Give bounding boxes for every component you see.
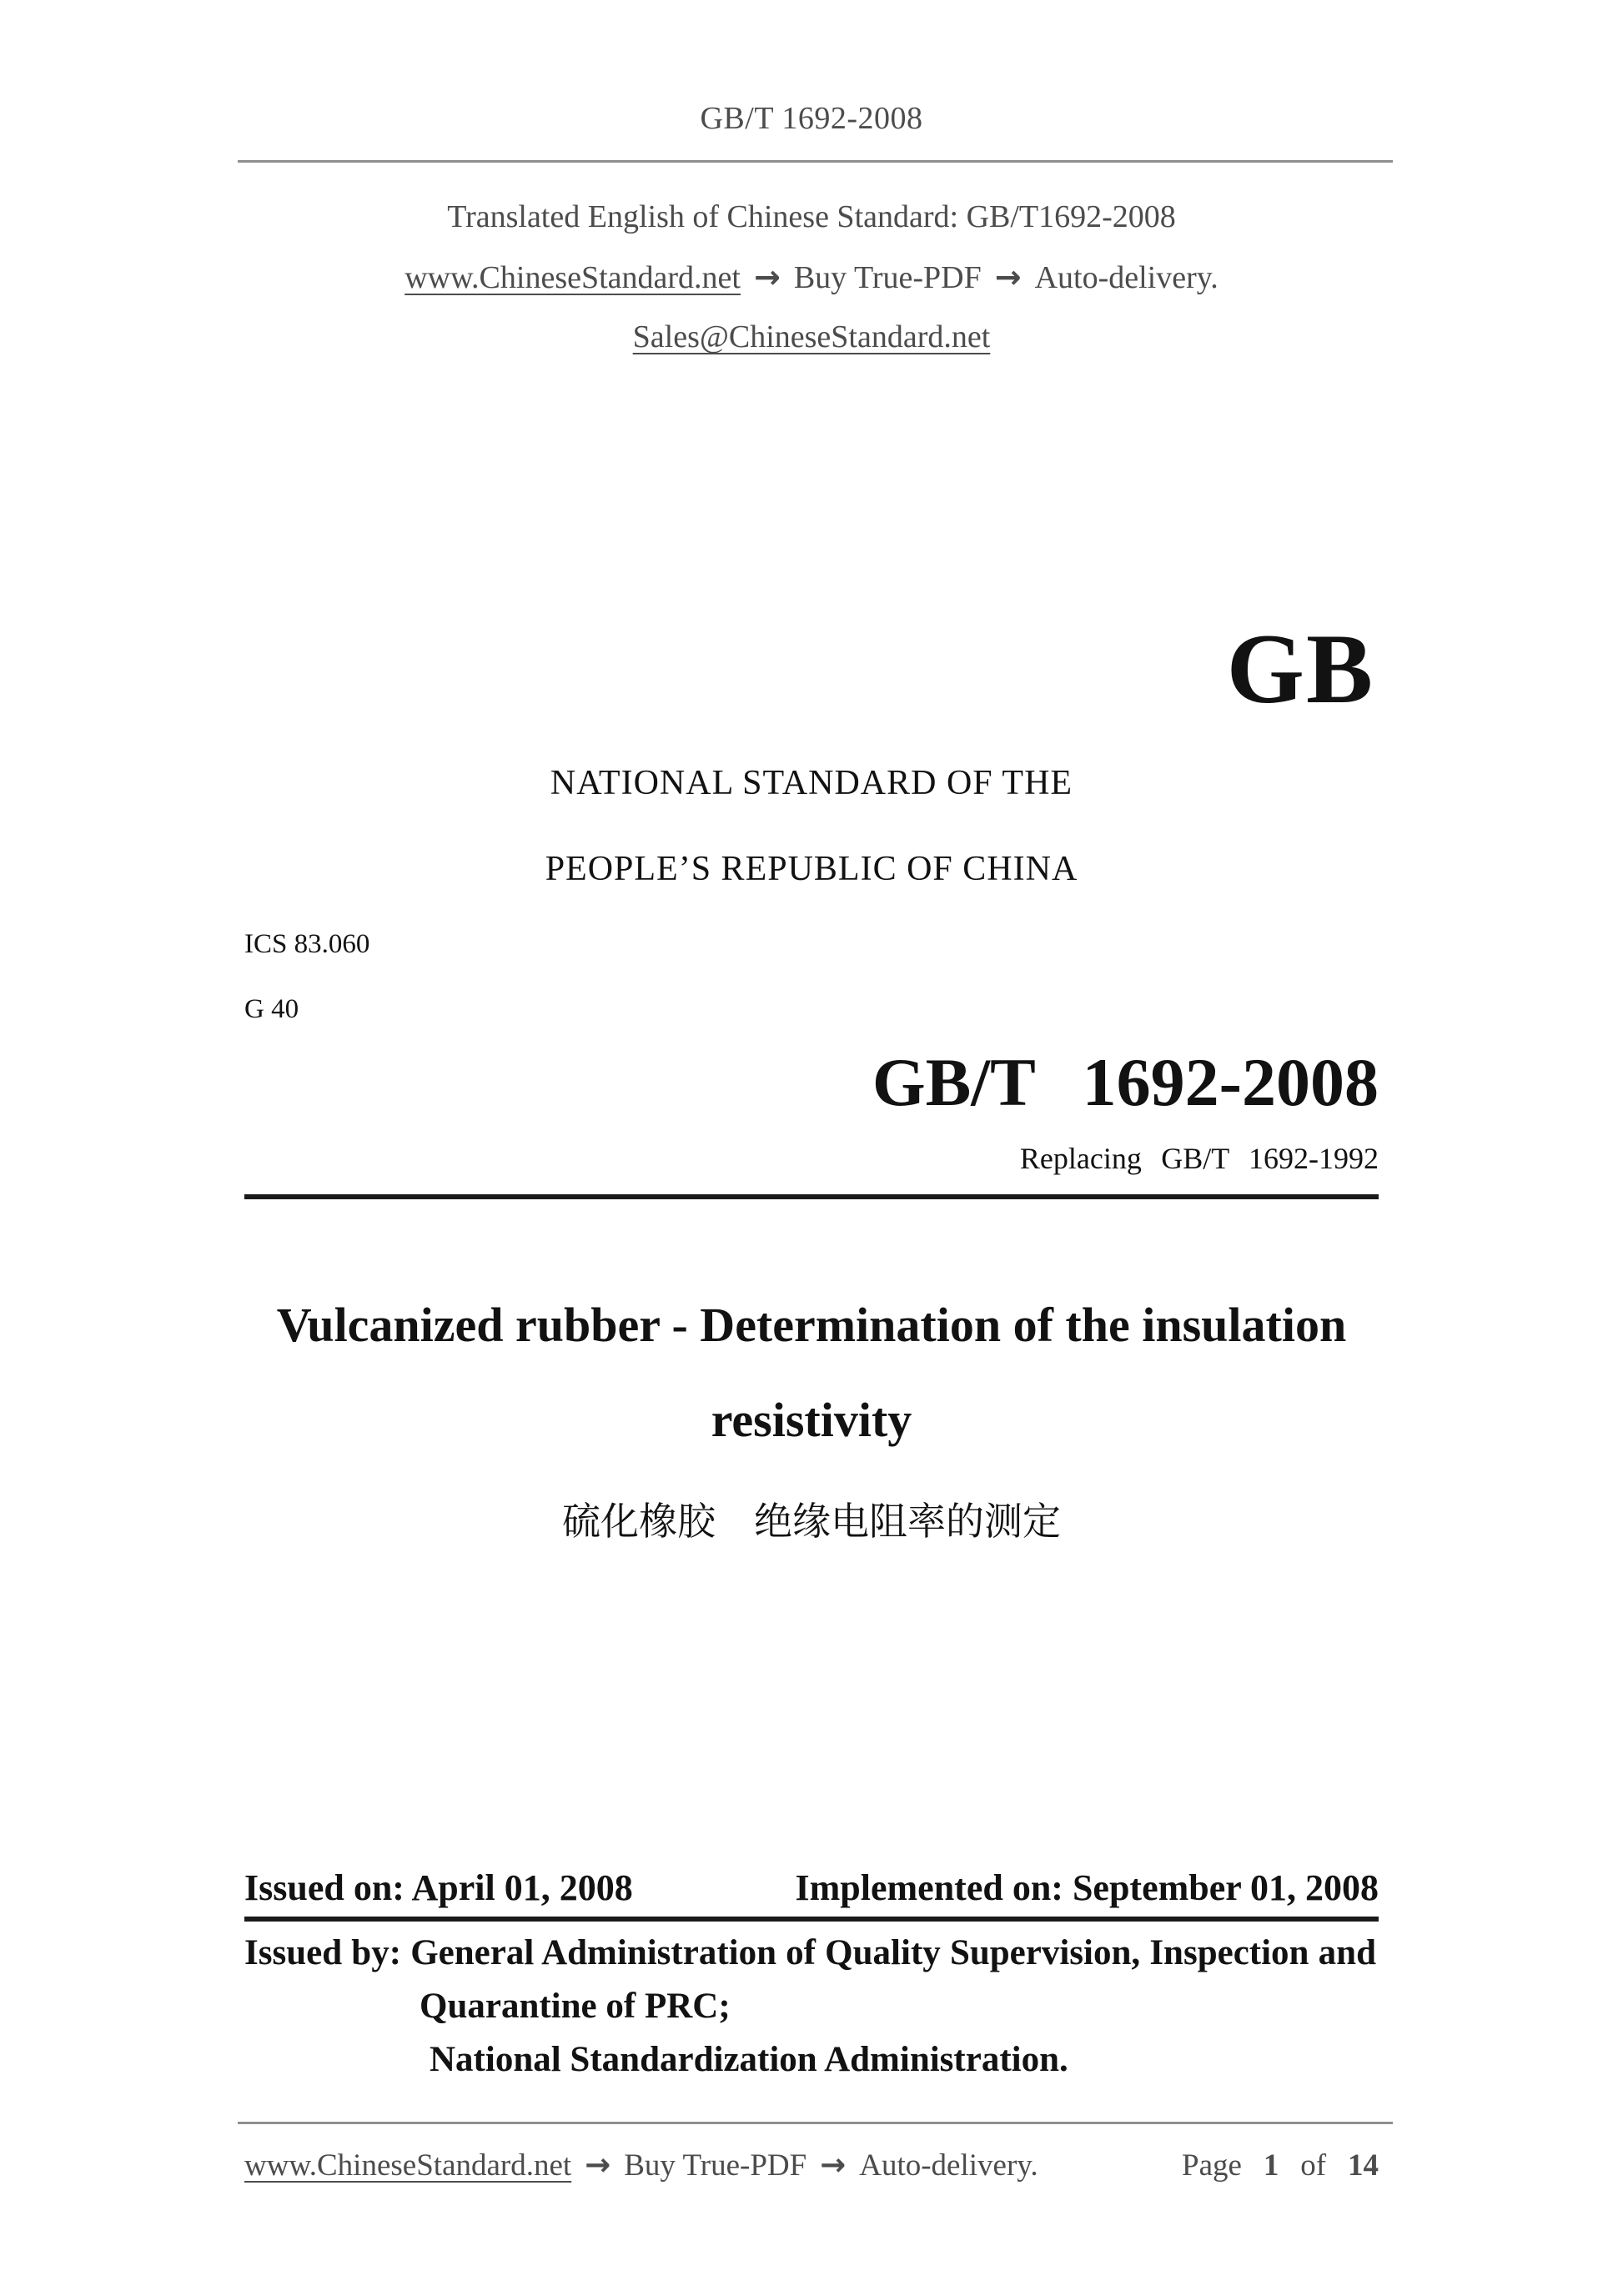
footer-website-link[interactable]: www.ChineseStandard.net (244, 2148, 572, 2183)
right-arrow-icon: → (994, 259, 1022, 295)
right-arrow-icon: → (820, 2147, 847, 2183)
sales-email-link[interactable]: Sales@ChineseStandard.net (632, 319, 991, 354)
ics-code: ICS 83.060 (244, 929, 370, 959)
provider-link-line (0, 259, 1623, 296)
title-english-line1: Vulcanized rubber - Determination of the insulation (276, 1298, 1347, 1352)
page-total: 14 (1348, 2148, 1379, 2183)
group-code: G 40 (244, 994, 299, 1024)
sales-email-line (0, 319, 1623, 355)
buy-true-pdf-text: Buy True-PDF (793, 260, 982, 295)
gb-logo: GB (1226, 613, 1374, 724)
header-doc-code: GB/T 1692-2008 (700, 101, 923, 136)
footer-divider (238, 2122, 1393, 2124)
title-english-line2: resistivity (711, 1393, 912, 1447)
replacing-note: Replacing GB/T 1692-1992 (1019, 1142, 1379, 1175)
implemented-date: Implemented on: September 01, 2008 (795, 1867, 1379, 1908)
national-standard-line2: PEOPLE’S REPUBLIC OF CHINA (545, 850, 1078, 888)
right-arrow-icon: → (753, 259, 781, 295)
title-divider (244, 1194, 1379, 1199)
national-standard-line1: NATIONAL STANDARD OF THE (550, 764, 1073, 802)
translated-standard-line: Translated English of Chinese Standard: GB/T1692-2008 (447, 199, 1176, 234)
footer-provider-line (244, 2147, 1038, 2183)
header-divider (238, 160, 1393, 163)
page-indicator (1182, 2148, 1379, 2183)
issued-date: Issued on: April 01, 2008 (244, 1867, 633, 1908)
title-chinese: 硫化橡胶 绝缘电阻率的测定 (562, 1500, 1061, 1543)
footer-auto-delivery-text: Auto-delivery. (859, 2148, 1038, 2183)
page-label: Page (1182, 2148, 1242, 2183)
dates-row (244, 1866, 1379, 1909)
issuer-divider (244, 1917, 1379, 1922)
right-arrow-icon: → (585, 2147, 611, 2183)
issuer-line3: National Standardization Administration. (430, 2040, 1068, 2079)
issuer-line2: Quarantine of PRC; (420, 1987, 731, 2026)
page-of-label: of (1300, 2148, 1327, 2183)
footer-buy-true-pdf-text: Buy True-PDF (624, 2148, 807, 2183)
page-current: 1 (1263, 2148, 1279, 2183)
standard-number: GB/T 1692-2008 (872, 1044, 1379, 1120)
auto-delivery-text: Auto-delivery. (1034, 260, 1219, 295)
footer-row (244, 2147, 1379, 2183)
website-link[interactable]: www.ChineseStandard.net (404, 260, 741, 295)
issuer-line1: Issued by: General Administration of Quality Supervision, Inspection and (244, 1933, 1376, 1972)
